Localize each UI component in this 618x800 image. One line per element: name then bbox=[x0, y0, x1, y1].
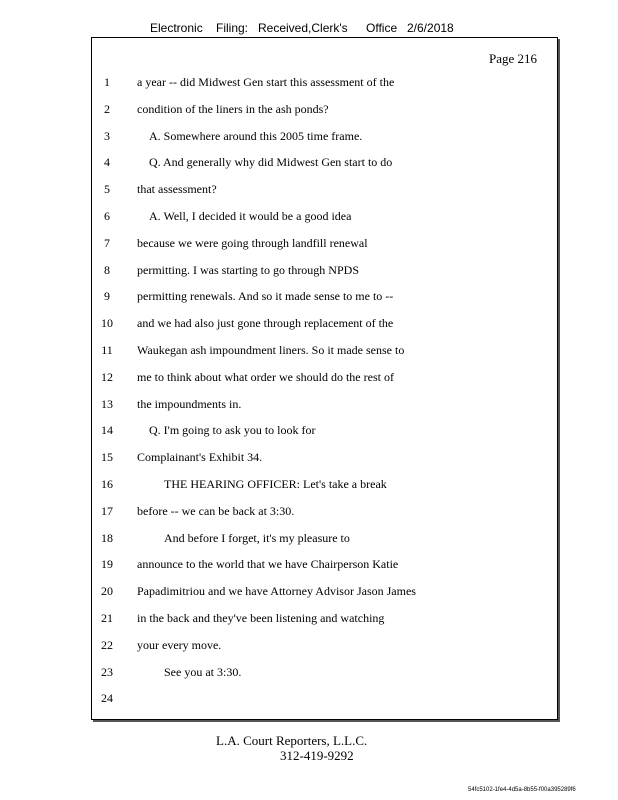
line-text: THE HEARING OFFICER: Let's take a break bbox=[164, 477, 387, 491]
line-number: 16 bbox=[101, 477, 113, 491]
line-text: And before I forget, it's my pleasure to bbox=[164, 530, 350, 545]
line-text: Papadimitriou and we have Attorney Advisor Jason James bbox=[137, 584, 416, 599]
line-text: your every move. bbox=[137, 637, 222, 652]
line-number: 12 bbox=[101, 369, 113, 384]
filing-date: 2/6/2018 bbox=[407, 21, 454, 35]
line-text: me to think about what order we should do the rest of bbox=[137, 369, 394, 384]
line-number: 6 bbox=[104, 209, 110, 223]
filing-word-office: Office bbox=[366, 21, 398, 35]
line-number: 14 bbox=[101, 423, 113, 438]
line-text: because we were going through landfill renewal bbox=[137, 235, 368, 250]
line-number: 3 bbox=[104, 128, 110, 143]
filing-word-filing: Filing: bbox=[216, 21, 249, 35]
filing-word-electronic: Electronic bbox=[150, 21, 203, 35]
line-number: 23 bbox=[101, 664, 113, 679]
transcript-page bbox=[91, 37, 558, 720]
line-text: condition of the liners in the ash ponds? bbox=[137, 101, 329, 116]
document-hash: 54fc5102-1fe4-4d5a-8b55-f00a395289f6 bbox=[468, 787, 576, 793]
line-number: 1 bbox=[104, 75, 110, 89]
line-text: a year -- did Midwest Gen start this assessment of the bbox=[137, 75, 395, 89]
line-number: 9 bbox=[104, 289, 110, 304]
line-text: A. Somewhere around this 2005 time frame. bbox=[149, 128, 363, 143]
line-text: See you at 3:30. bbox=[164, 664, 242, 679]
reporter-phone: 312-419-9292 bbox=[280, 748, 354, 763]
filing-word-received: Received,Clerk's bbox=[258, 21, 348, 35]
line-text: that assessment? bbox=[137, 182, 217, 197]
line-number: 2 bbox=[104, 101, 110, 116]
line-text: permitting renewals. And so it made sense to me to -- bbox=[137, 289, 394, 304]
line-number: 5 bbox=[104, 182, 110, 197]
line-text: permitting. I was starting to go through NPDS bbox=[137, 262, 359, 277]
line-text: Complainant's Exhibit 34. bbox=[137, 450, 263, 465]
line-number: 7 bbox=[104, 235, 110, 250]
line-text: Waukegan ash impoundment liners. So it made sense to bbox=[137, 343, 405, 357]
line-number: 10 bbox=[101, 316, 113, 331]
line-text: the impoundments in. bbox=[137, 396, 242, 411]
line-text: A. Well, I decided it would be a good idea bbox=[149, 209, 352, 223]
line-number: 24 bbox=[101, 691, 113, 706]
line-number: 15 bbox=[101, 450, 113, 465]
line-number: 22 bbox=[101, 637, 113, 652]
line-text: Q. I'm going to ask you to look for bbox=[149, 423, 316, 438]
page-number: Page 216 bbox=[488, 51, 537, 66]
line-number: 20 bbox=[101, 584, 113, 599]
line-number: 4 bbox=[104, 155, 110, 170]
line-number: 18 bbox=[101, 530, 113, 545]
line-number: 19 bbox=[101, 557, 113, 572]
line-text: Q. And generally why did Midwest Gen start to do bbox=[149, 155, 393, 170]
line-number: 17 bbox=[101, 503, 113, 518]
line-text: in the back and they've been listening and watching bbox=[137, 611, 385, 625]
line-text: before -- we can be back at 3:30. bbox=[137, 503, 295, 518]
reporter-firm: L.A. Court Reporters, L.L.C. bbox=[216, 733, 368, 748]
line-number: 13 bbox=[101, 396, 113, 411]
line-number: 11 bbox=[101, 343, 113, 357]
line-number: 21 bbox=[101, 611, 113, 625]
line-text: and we had also just gone through replacement of the bbox=[137, 316, 394, 331]
line-number: 8 bbox=[104, 262, 110, 277]
line-text: announce to the world that we have Chairperson Katie bbox=[137, 557, 399, 572]
